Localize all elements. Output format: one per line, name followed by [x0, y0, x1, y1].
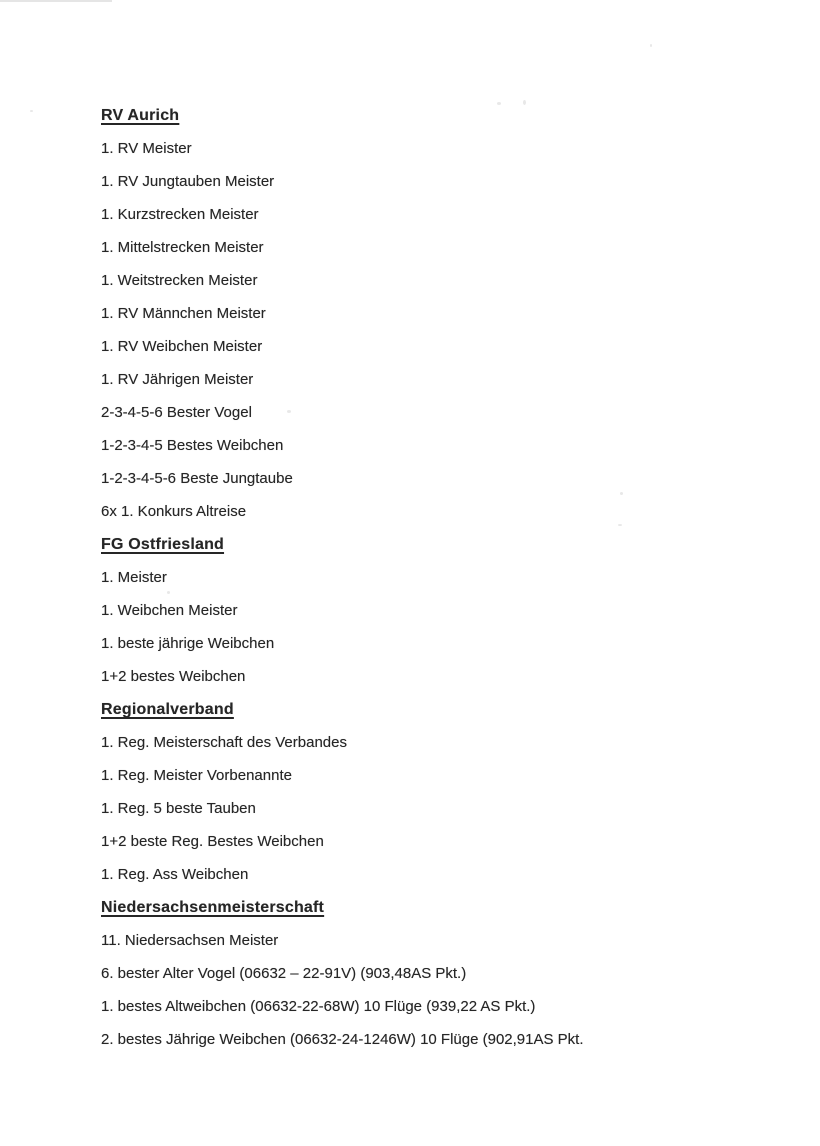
scan-speck: [287, 410, 291, 413]
list-item: 1+2 beste Reg. Bestes Weibchen: [101, 833, 324, 850]
list-item: 1. Weibchen Meister: [101, 602, 238, 619]
section-heading: RV Aurich: [101, 107, 180, 124]
list-item: 11. Niedersachsen Meister: [101, 932, 279, 949]
scan-edge-artifact: [0, 0, 112, 2]
scan-speck: [523, 100, 526, 105]
list-item: 1. Reg. 5 beste Tauben: [101, 800, 256, 817]
list-item: 2. bestes Jährige Weibchen (06632-24-1246W) 10 Flüge (902,91AS Pkt.: [101, 1031, 584, 1048]
section-heading: Niedersachsenmeisterschaft: [101, 899, 325, 916]
list-item: 1-2-3-4-5 Bestes Weibchen: [101, 437, 284, 454]
scan-speck: [167, 591, 170, 594]
list-item: 1. Reg. Meister Vorbenannte: [101, 767, 292, 784]
section-heading: FG Ostfriesland: [101, 536, 225, 553]
list-item: 1-2-3-4-5-6 Beste Jungtaube: [101, 470, 293, 487]
list-item: 6x 1. Konkurs Altreise: [101, 503, 247, 520]
document-content: [101, 99, 584, 1056]
list-item: 6. bester Alter Vogel (06632 – 22-91V) (903,48AS Pkt.): [101, 965, 467, 982]
list-item: 1. Kurzstrecken Meister: [101, 206, 259, 223]
list-item: 1+2 bestes Weibchen: [101, 668, 246, 685]
list-item: 1. RV Meister: [101, 140, 192, 157]
scan-speck: [497, 102, 501, 105]
list-item: 1. Mittelstrecken Meister: [101, 239, 264, 256]
list-item: 1. Reg. Meisterschaft des Verbandes: [101, 734, 347, 751]
list-item: 1. Reg. Ass Weibchen: [101, 866, 249, 883]
list-item: 2-3-4-5-6 Bester Vogel: [101, 404, 252, 421]
list-item: 1. Meister: [101, 569, 167, 586]
scan-speck: [650, 44, 652, 47]
list-item: 1. Weitstrecken Meister: [101, 272, 258, 289]
list-item: 1. bestes Altweibchen (06632-22-68W) 10 Flüge (939,22 AS Pkt.): [101, 998, 536, 1015]
scan-speck: [618, 524, 622, 526]
list-item: 1. RV Jährigen Meister: [101, 371, 254, 388]
list-item: 1. RV Weibchen Meister: [101, 338, 263, 355]
list-item: 1. RV Jungtauben Meister: [101, 173, 275, 190]
section-heading: Regionalverband: [101, 701, 234, 718]
list-item: 1. beste jährige Weibchen: [101, 635, 275, 652]
scan-speck: [620, 492, 623, 495]
scan-speck: [30, 110, 33, 112]
list-item: 1. RV Männchen Meister: [101, 305, 266, 322]
